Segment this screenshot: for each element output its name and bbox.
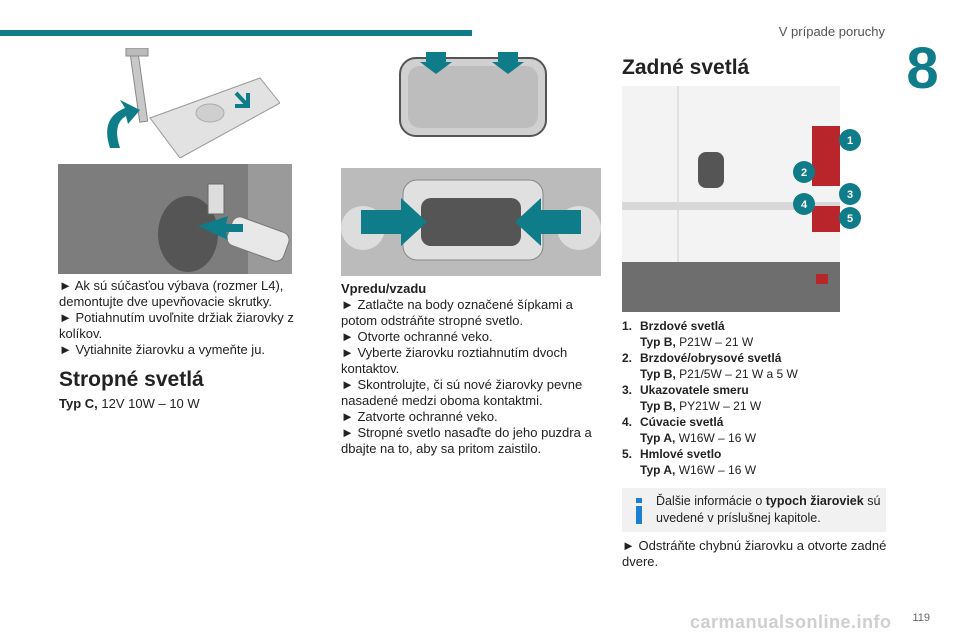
figure-ceiling-light xyxy=(398,52,548,138)
ceiling-light-type-label: Typ C, xyxy=(59,396,98,411)
list-item xyxy=(622,318,882,350)
figure-bulb-holder xyxy=(58,164,292,274)
front-rear-subheading: Vpredu/vzadu xyxy=(341,281,427,296)
figure-lamp-cover-removal xyxy=(90,48,280,158)
lamp-type: Typ B, xyxy=(640,335,676,349)
left-bullet-2: ► Potiahnutím uvoľnite držiak žiarovky z kolíkov. xyxy=(59,310,299,342)
info-text xyxy=(656,493,881,527)
middle-bullet-6: ► Stropné svetlo nasaďte do jeho puzdra a dbajte na to, aby sa pritom zaistilo. xyxy=(341,425,603,457)
callout-4: 4 xyxy=(800,199,808,211)
lamp-value: W16W – 16 W xyxy=(678,431,757,445)
ceiling-light-type-value: 12V 10W – 10 W xyxy=(101,396,200,411)
lamp-number: 3. xyxy=(622,383,633,397)
lamp-name: Brzdové svetlá xyxy=(640,319,725,333)
lamp-name: Ukazovatele smeru xyxy=(640,383,749,397)
info-box xyxy=(622,488,886,532)
left-bullet-1: ► Ak sú súčasťou výbava (rozmer L4), demontujte dve upevňovacie skrutky. xyxy=(59,278,299,310)
chapter-number: 8 xyxy=(906,36,939,101)
callout-5: 5 xyxy=(846,213,854,225)
middle-bullet-2: ► Otvorte ochranné veko. xyxy=(341,329,603,345)
watermark: carmanualsonline.info xyxy=(690,612,892,632)
lamp-value: PY21W – 21 W xyxy=(679,399,762,413)
left-column-text xyxy=(59,278,299,412)
heading-ceiling-lights: Stropné svetlá xyxy=(59,368,204,391)
rear-final-bullet: ► Odstráňte chybnú žiarovku a otvorte zadné dvere. xyxy=(622,538,894,570)
middle-bullet-4: ► Skontrolujte, či sú nové žiarovky pevne nasadené medzi oboma kontaktmi. xyxy=(341,377,603,409)
lamp-name: Cúvacie svetlá xyxy=(640,415,724,429)
info-bold: typoch žiaroviek xyxy=(765,494,864,508)
middle-bullet-1: ► Zatlačte na body označené šípkami a potom odstráňte stropné svetlo. xyxy=(341,297,603,329)
lamp-number: 4. xyxy=(622,415,633,429)
lamp-type: Typ A, xyxy=(640,431,676,445)
ceiling-light-type xyxy=(59,396,299,412)
lamp-name: Hmlové svetlo xyxy=(640,447,722,461)
list-item xyxy=(622,350,882,382)
list-item xyxy=(622,446,882,478)
info-icon xyxy=(636,498,642,524)
header-accent-bar xyxy=(0,30,472,36)
lamp-number: 5. xyxy=(622,447,633,461)
middle-column-text xyxy=(341,281,603,457)
list-item xyxy=(622,414,882,446)
lamp-value: P21/5W – 21 W a 5 W xyxy=(679,367,798,381)
info-suffix: sú uvedené v príslušnej kapitole. xyxy=(656,494,881,525)
lamp-type: Typ B, xyxy=(640,367,676,381)
lamp-number: 1. xyxy=(622,319,633,333)
lamp-type: Typ A, xyxy=(640,463,676,477)
left-bullet-3: ► Vytiahnite žiarovku a vymeňte ju. xyxy=(59,342,299,358)
list-item xyxy=(622,382,882,414)
lamp-type: Typ B, xyxy=(640,399,676,413)
figure-bulb-contacts xyxy=(341,168,601,276)
lamp-number: 2. xyxy=(622,351,633,365)
page-number: 119 xyxy=(912,612,930,624)
callout-3: 3 xyxy=(846,189,854,201)
figure-rear-lights-van xyxy=(622,86,866,312)
section-title: V prípade poruchy xyxy=(778,24,885,39)
rear-lamp-list xyxy=(622,318,882,478)
middle-bullet-3: ► Vyberte žiarovku roztiahnutím dvoch kontaktov. xyxy=(341,345,603,377)
middle-bullet-5: ► Zatvorte ochranné veko. xyxy=(341,409,603,425)
info-prefix: Ďalšie informácie o xyxy=(656,494,766,508)
callout-2: 2 xyxy=(800,167,808,179)
heading-rear-lights: Zadné svetlá xyxy=(622,56,750,79)
lamp-name: Brzdové/obrysové svetlá xyxy=(640,351,782,365)
lamp-value: W16W – 16 W xyxy=(678,463,757,477)
callout-1: 1 xyxy=(846,135,854,147)
lamp-value: P21W – 21 W xyxy=(679,335,754,349)
